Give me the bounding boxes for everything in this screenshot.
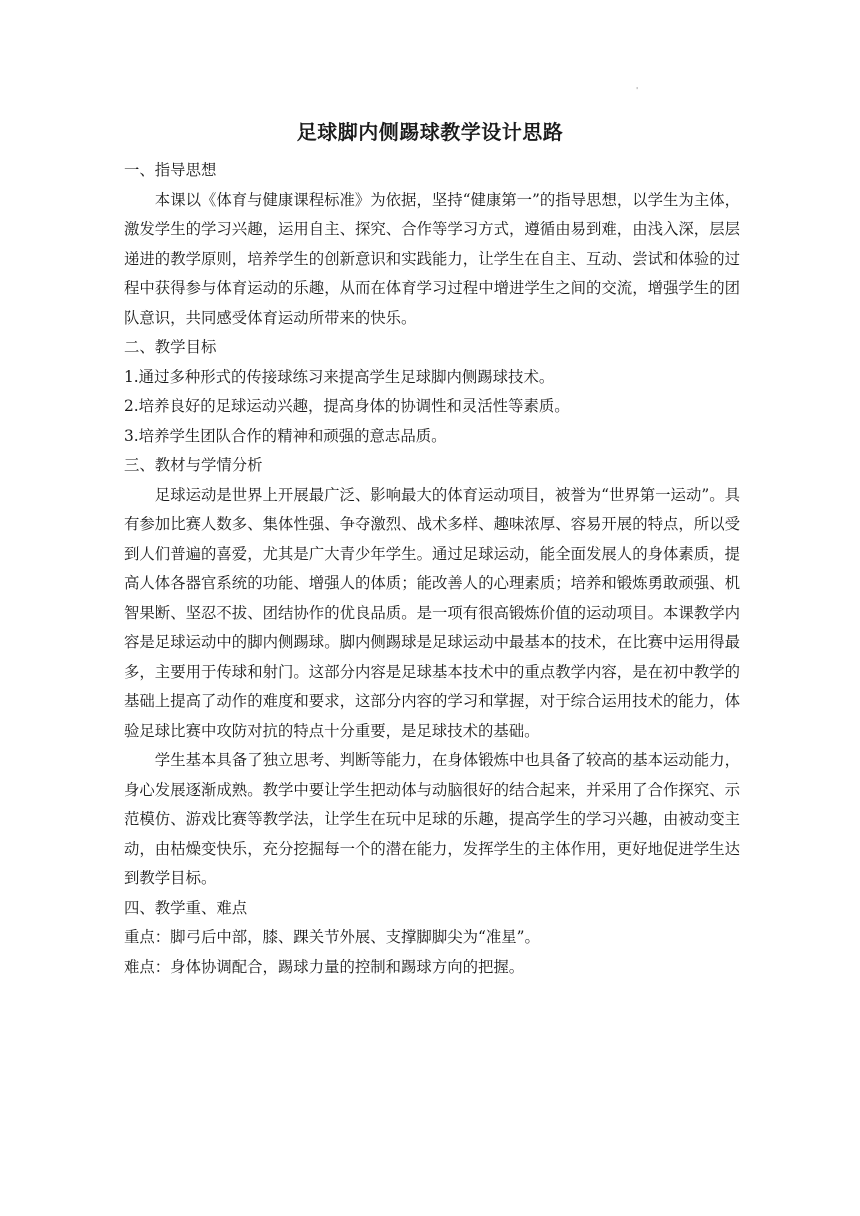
section-heading-teaching-goals: 二、教学目标 <box>124 338 217 356</box>
paragraph-material-analysis: 足球运动是世界上开展最广泛、影响最大的体育运动项目，被誉为“世界第一运动”。具有参加比赛人数多、集体性强、争夺激烈、战术多样、趣味浓厚、容易开展的特点，所以受到人们普遍的喜爱，尤其是广大青少年学生。通过足球运动，能全面发展人的身体素质，提高人体各器官系统的功能、增强人的体质；能改善人的心理素质；培养和锻炼勇敢顽强、机智果断、坚忍不拔、团结协作的优良品质。是一项有很高锻炼价值的运动项目。本课教学内容是足球运动中的脚内侧踢球。脚内侧踢球是足球运动中最基本的技术，在比赛中运用得最多，主要用于传球和射门。这部分内容是足球基本技术中的重点教学内容，是在初中教学的基础上提高了动作的难度和要求，这部分内容的学习和掌握，对于综合运用技术的能力，体验足球比赛中攻防对抗的特点十分重要，是足球技术的基础。 <box>124 485 740 740</box>
document-title: 足球脚内侧踢球教学设计思路 <box>296 120 564 144</box>
document-body <box>124 156 740 982</box>
goal-item-3: 3.培养学生团队合作的精神和顽强的意志品质。 <box>124 426 447 445</box>
difficulty-line: 难点：身体协调配合，踢球力量的控制和踢球方向的把握。 <box>124 957 525 976</box>
section-heading-key-points: 四、教学重、难点 <box>124 898 248 917</box>
section-heading-guiding-ideology: 一、指导思想 <box>124 161 217 179</box>
goal-item-1: 1.通过多种形式的传接球练习来提高学生足球脚内侧踢球技术。 <box>124 367 555 386</box>
paragraph-guiding-ideology: 本课以《体育与健康课程标准》为依据，坚持“健康第一”的指导思想，以学生为主体，激发学生的学习兴趣，运用自主、探究、合作等学习方式，遵循由易到难，由浅入深，层层递进的教学原则，培养学生的创新意识和实践能力，让学生在自主、互动、尝试和体验的过程中获得参与体育运动的乐趣，从而在体育学习过程中增进学生之间的交流，增强学生的团队意识，共同感受体育运动所带来的快乐。 <box>124 190 740 327</box>
key-point-line: 重点：脚弓后中部，膝、踝关节外展、支撑脚脚尖为“准星”。 <box>124 928 540 946</box>
goal-item-2: 2.培养良好的足球运动兴趣，提高身体的协调性和灵活性等素质。 <box>124 397 570 415</box>
corner-mark: ' <box>636 86 639 95</box>
section-heading-material-analysis: 三、教材与学情分析 <box>124 456 263 474</box>
paragraph-student-analysis: 学生基本具备了独立思考、判断等能力，在身体锻炼中也具备了较高的基本运动能力，身心发展逐渐成熟。教学中要让学生把动体与动脑很好的结合起来，并采用了合作探究、示范模仿、游戏比赛等教学法，让学生在玩中足球的乐趣，提高学生的学习兴趣，由被动变主动，由枯燥变快乐，充分挖掘每一个的潜在能力，发挥学生的主体作用，更好地促进学生达到教学目标。 <box>124 751 740 887</box>
